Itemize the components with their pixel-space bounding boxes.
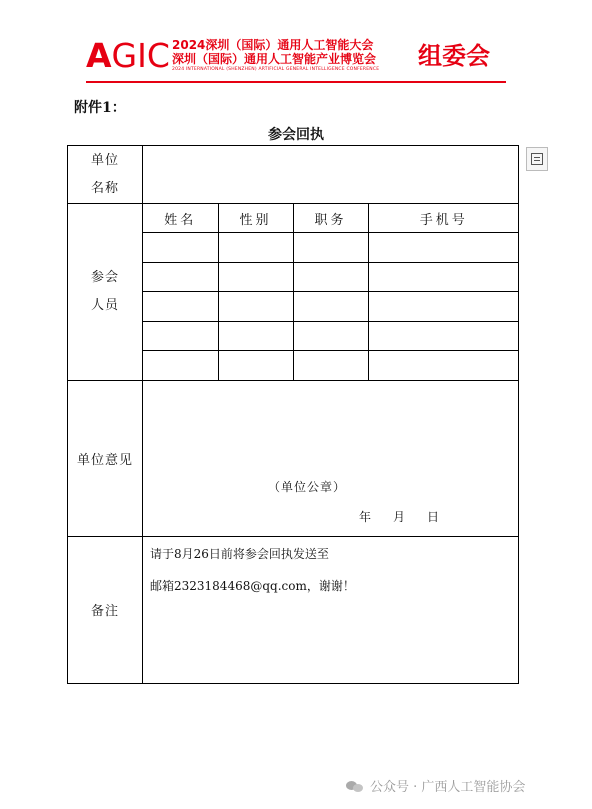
position-cell[interactable] [293, 351, 368, 380]
table-row [143, 351, 519, 380]
table-row [143, 262, 519, 292]
date-year: 年 [359, 509, 372, 524]
header-divider [86, 81, 506, 83]
phone-cell[interactable] [368, 262, 519, 292]
notes-label: 备注 [68, 536, 143, 683]
watermark [346, 776, 525, 795]
table-row [143, 292, 519, 322]
phone-cell[interactable] [368, 351, 519, 380]
form-title: 参会回执 [268, 127, 324, 143]
column-header-gender: 性别 [218, 204, 293, 233]
date-month: 月 [393, 509, 406, 524]
date-line [359, 508, 439, 525]
organizing-committee: 组委会 [418, 42, 490, 70]
date-day: 日 [427, 509, 440, 524]
watermark-text: 公众号 · 广西人工智能协会 [370, 780, 526, 795]
notes-line-2: 邮箱2323184468@qq.com，谢谢！ [150, 578, 355, 593]
wechat-icon [346, 779, 364, 793]
gender-cell[interactable] [218, 321, 293, 351]
conference-english-title: 2024 INTERNATIONAL (SHENZHEN) ARTIFICIAL GENERAL INTELLIGENCE CONFERENCE [172, 67, 380, 72]
unit-opinion-field[interactable] [143, 380, 519, 536]
attendees-grid-cell [143, 204, 519, 381]
column-header-phone: 手机号 [368, 204, 519, 233]
position-cell[interactable] [293, 321, 368, 351]
name-cell[interactable] [143, 321, 218, 351]
phone-cell[interactable] [368, 321, 519, 351]
name-cell[interactable] [143, 233, 218, 263]
unit-seal-text: （单位公章） [268, 479, 347, 494]
gender-cell[interactable] [218, 351, 293, 380]
unit-name-label: 单位 名称 [68, 146, 143, 204]
phone-cell[interactable] [368, 233, 519, 263]
gender-cell[interactable] [218, 262, 293, 292]
attendees-label: 参会 人员 [68, 204, 143, 381]
gender-cell[interactable] [218, 292, 293, 322]
name-cell[interactable] [143, 351, 218, 380]
position-cell[interactable] [293, 262, 368, 292]
conference-title: 2024深圳（国际）通用人工智能大会 [172, 38, 374, 52]
attendees-table [143, 204, 519, 380]
attendees-header-row [143, 204, 519, 233]
registration-form [67, 145, 519, 684]
notes-line-1: 请于8月26日前将参会回执发送至 [150, 546, 329, 561]
name-cell[interactable] [143, 292, 218, 322]
expo-title: 深圳（国际）通用人工智能产业博览会 [172, 52, 377, 66]
column-header-position: 职务 [293, 204, 368, 233]
table-grid-icon[interactable] [526, 147, 548, 171]
table-row [143, 321, 519, 351]
phone-cell[interactable] [368, 292, 519, 322]
position-cell[interactable] [293, 292, 368, 322]
gender-cell[interactable] [218, 233, 293, 263]
column-header-name: 姓名 [143, 204, 218, 233]
unit-opinion-label: 单位意见 [68, 380, 143, 536]
name-cell[interactable] [143, 262, 218, 292]
agic-logo: AGIC [86, 36, 170, 75]
table-row [143, 233, 519, 263]
conference-header [86, 36, 506, 80]
unit-name-field[interactable] [143, 146, 519, 204]
notes-field [143, 536, 519, 683]
header-titles [172, 38, 379, 73]
position-cell[interactable] [293, 233, 368, 263]
attachment-label: 附件1： [74, 100, 126, 116]
